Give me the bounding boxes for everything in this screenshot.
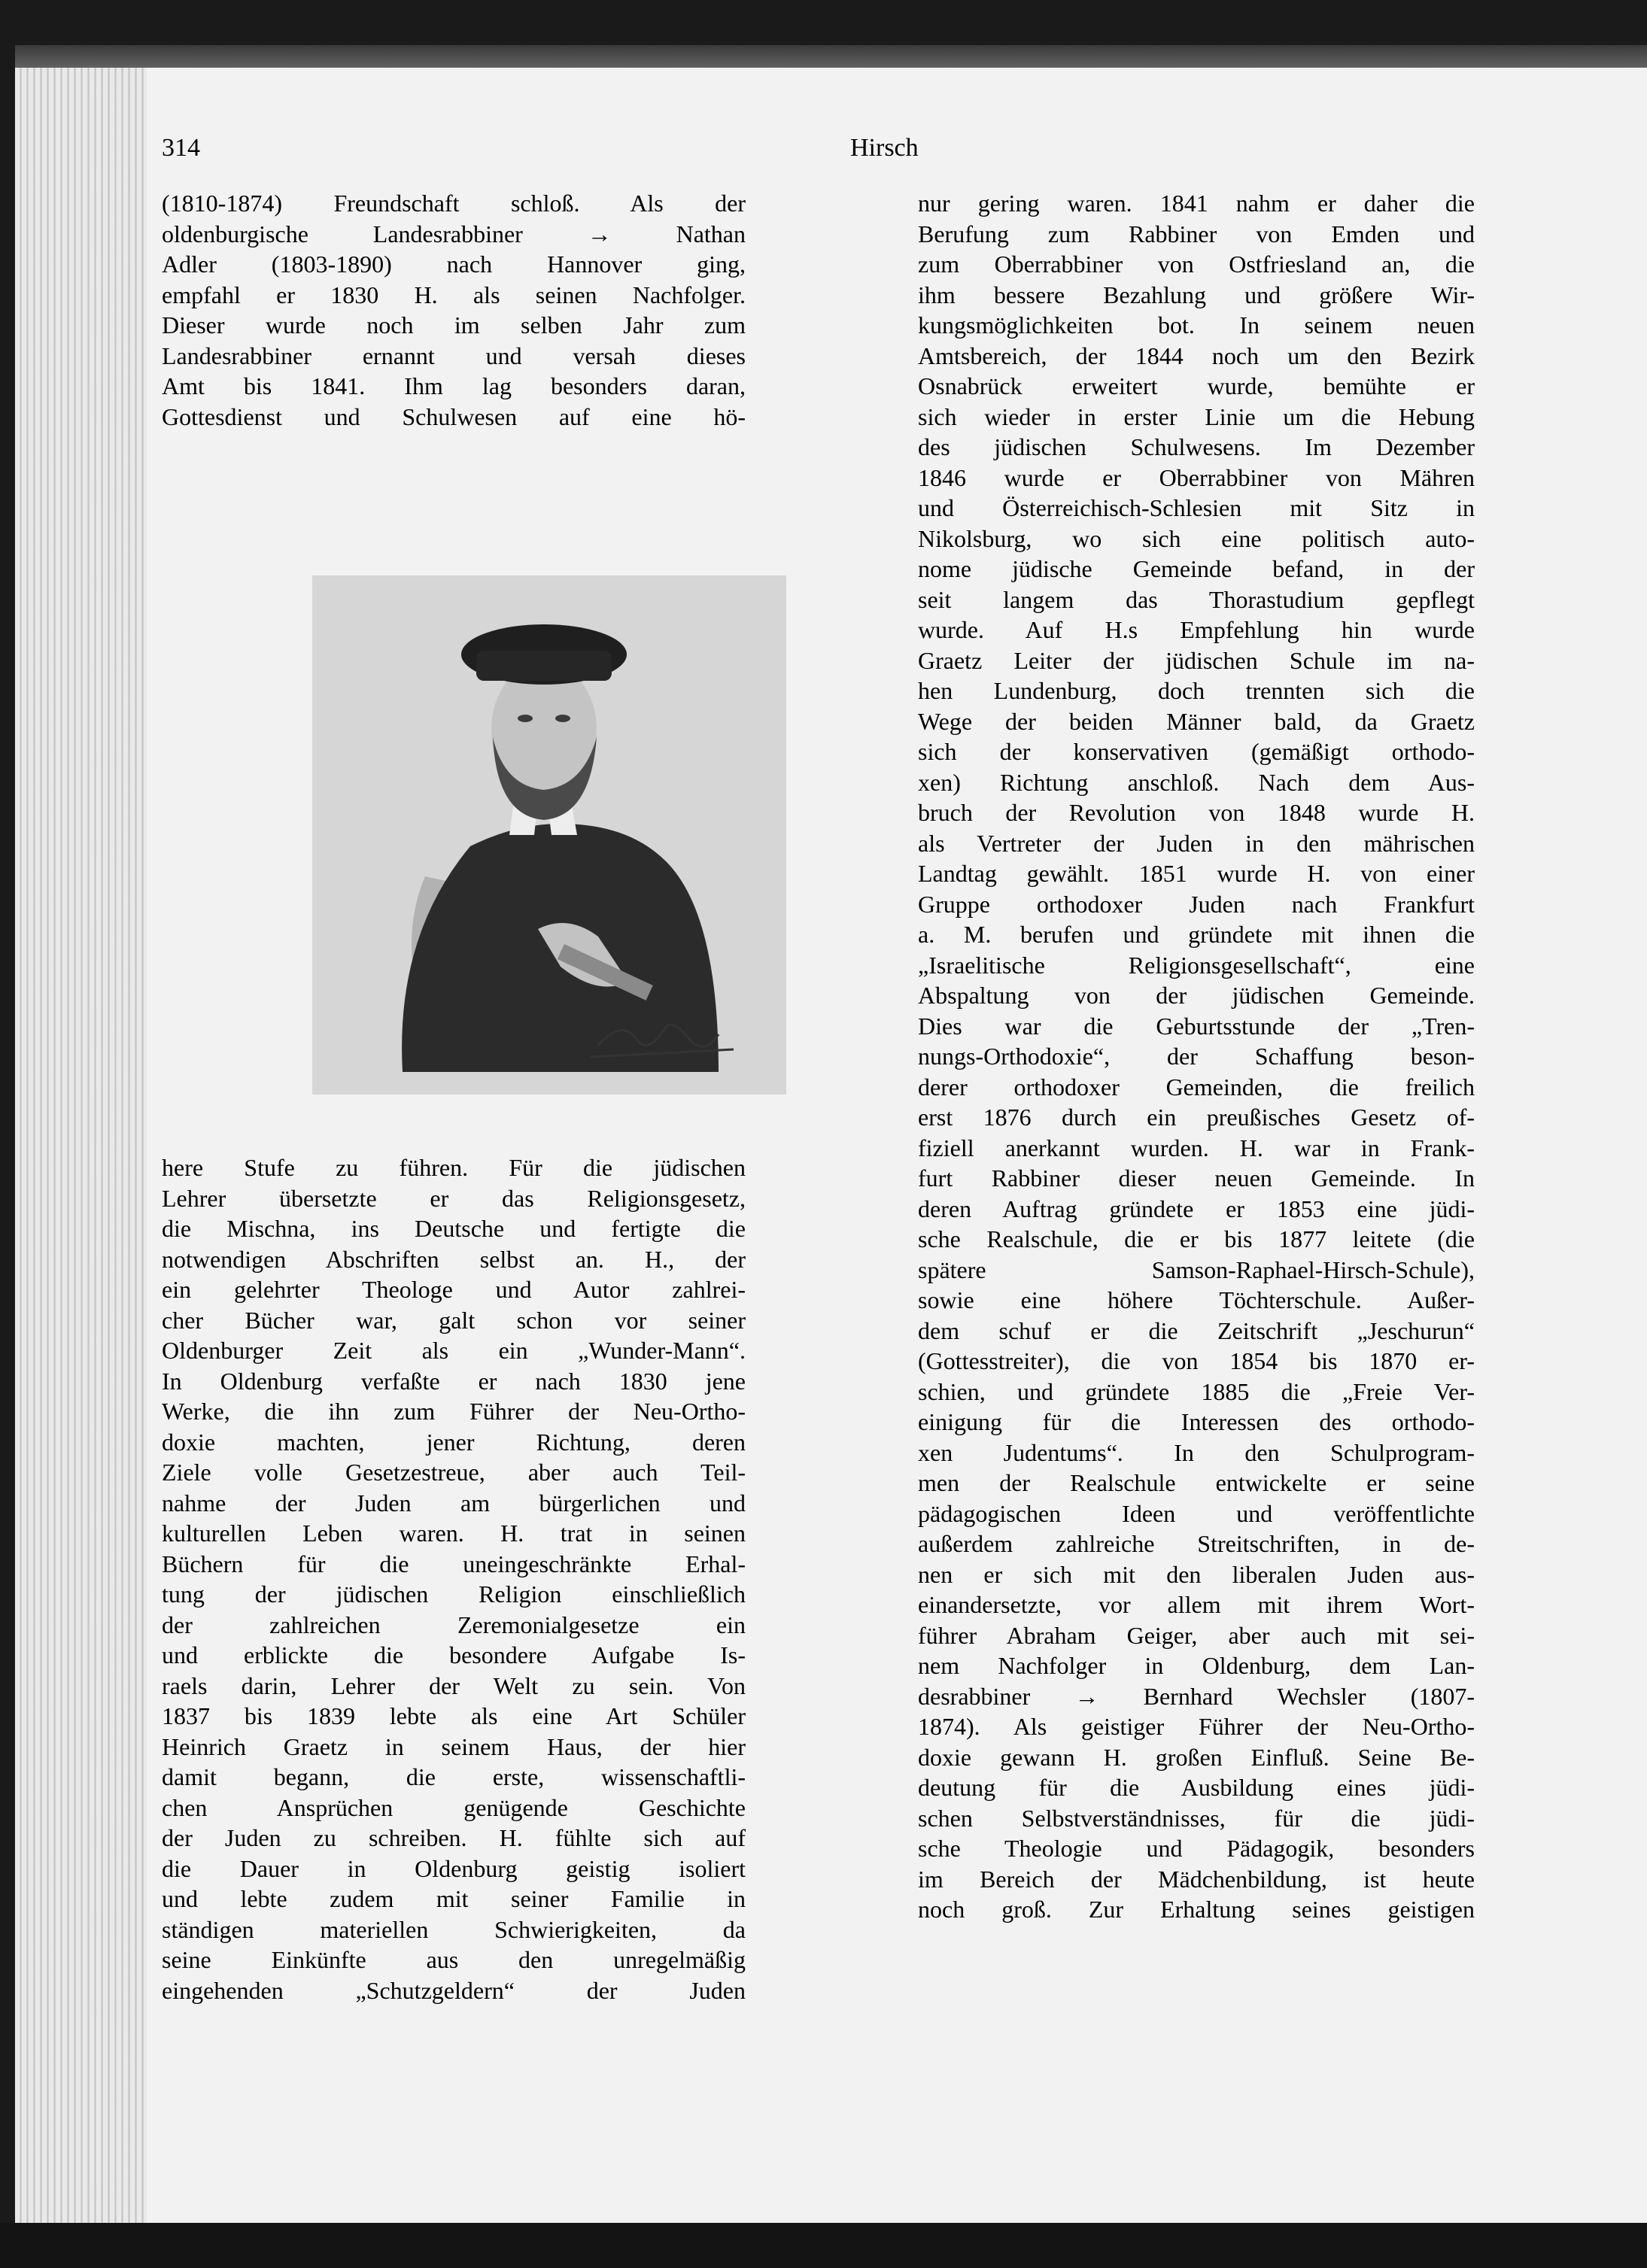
text-line: empfahl er 1830 H. als seinen Nachfolger. — [162, 281, 746, 308]
text-line: spätere Samson-Raphael-Hirsch-Schule), — [918, 1255, 1475, 1283]
text-line: Gottesdienst und Schulwesen auf eine hö- — [162, 402, 746, 430]
text-line: tung der jüdischen Religion einschließlich — [162, 1580, 746, 1608]
text-line: schen Selbstverständnisses, für die jüdi- — [918, 1804, 1475, 1832]
text-line: wurde. Auf H.s Empfehlung hin wurde — [918, 616, 1475, 643]
text-line: men der Realschule entwickelte er seine — [918, 1469, 1475, 1496]
text-line: des jüdischen Schulwesens. Im Dezember — [918, 433, 1475, 460]
text-line: führer Abraham Geiger, aber auch mit sei- — [918, 1621, 1475, 1649]
text-line: als Vertreter der Juden in den mährischen — [918, 829, 1475, 857]
text-line: Büchern für die uneingeschränkte Erhal- — [162, 1550, 746, 1577]
text-line: xen) Richtung anschloß. Nach dem Aus- — [918, 768, 1475, 796]
text-line: und Österreichisch-Schlesien mit Sitz in — [918, 494, 1475, 521]
text-line: nur gering waren. 1841 nahm er daher die — [918, 190, 1475, 217]
text-line: ständigen materiellen Schwierigkeiten, da — [162, 1915, 746, 1943]
text-line: pädagogischen Ideen und veröffentlichte — [918, 1499, 1475, 1527]
text-line: raels darin, Lehrer der Welt zu sein. Von — [162, 1671, 746, 1699]
text-line: der Juden zu schreiben. H. fühlte sich auf — [162, 1824, 746, 1851]
text-line: einandersetzte, vor allem mit ihrem Wort- — [918, 1591, 1475, 1618]
text-line: Landesrabbiner ernannt und versah dieses — [162, 342, 746, 369]
running-head: Hirsch — [850, 134, 919, 162]
right-column — [918, 188, 1475, 1925]
text-line: nome jüdische Gemeinde befand, in der — [918, 555, 1475, 582]
text-line: Heinrich Graetz in seinem Haus, der hier — [162, 1732, 746, 1760]
text-line: Wege der beiden Männer bald, da Graetz — [918, 707, 1475, 735]
text-line: Osnabrück erweitert wurde, bemühte er — [918, 372, 1475, 399]
text-line: nen er sich mit den liberalen Juden aus- — [918, 1560, 1475, 1588]
text-line: Nikolsburg, wo sich eine politisch auto- — [918, 524, 1475, 552]
text-line: 1874). Als geistiger Führer der Neu-Ortho- — [918, 1713, 1475, 1740]
text-line: Ziele volle Gesetzestreue, aber auch Teil- — [162, 1459, 746, 1486]
text-line: Dies war die Geburtsstunde der „Tren- — [918, 1012, 1475, 1040]
text-line: ihm bessere Bezahlung und größere Wir- — [918, 281, 1475, 308]
text-line: sich wieder in erster Linie um die Hebung — [918, 402, 1475, 430]
text-line: Landtag gewählt. 1851 wurde H. von einer — [918, 860, 1475, 887]
text-line: nahme der Juden am bürgerlichen und — [162, 1489, 746, 1517]
text-line: sich der konservativen (gemäßigt orthodo- — [918, 738, 1475, 765]
text-line: Amt bis 1841. Ihm lag besonders daran, — [162, 372, 746, 399]
text-line: deutung für die Ausbildung eines jüdi- — [918, 1774, 1475, 1801]
text-line: oldenburgische Landesrabbiner → Nathan — [162, 220, 746, 247]
text-line: außerdem zahlreiche Streitschriften, in de- — [918, 1530, 1475, 1557]
text-line: xen Judentums“. In den Schulprogram- — [918, 1438, 1475, 1466]
text-line: der zahlreichen Zeremonialgesetze ein — [162, 1611, 746, 1638]
text-line: here Stufe zu führen. Für die jüdischen — [162, 1154, 746, 1181]
text-line: eingehenden „Schutzgeldern“ der Juden — [162, 1976, 746, 2004]
text-line: chen Ansprüchen genügende Geschichte — [162, 1793, 746, 1821]
text-line: furt Rabbiner dieser neuen Gemeinde. In — [918, 1164, 1475, 1192]
text-line: kungsmöglichkeiten bot. In seinem neuen — [918, 311, 1475, 339]
text-line: zum Oberrabbiner von Ostfriesland an, die — [918, 250, 1475, 278]
text-line: (1810-1874) Freundschaft schloß. Als der — [162, 190, 746, 217]
text-line: Graetz Leiter der jüdischen Schule im na- — [918, 646, 1475, 674]
left-column-bottom — [162, 1152, 746, 2005]
text-line: doxie machten, jener Richtung, deren — [162, 1428, 746, 1456]
text-line: seit langem das Thorastudium gepflegt — [918, 585, 1475, 613]
text-line: im Bereich der Mädchenbildung, ist heute — [918, 1865, 1475, 1893]
text-line: derer orthodoxer Gemeinden, die freilich — [918, 1073, 1475, 1101]
text-line: sche Theologie und Pädagogik, besonders — [918, 1835, 1475, 1862]
book-bottom-edge — [0, 2223, 1647, 2268]
text-line: hen Lundenburg, doch trennten sich die — [918, 677, 1475, 704]
text-line: die Dauer in Oldenburg geistig isoliert — [162, 1854, 746, 1882]
text-line: cher Bücher war, galt schon vor seiner — [162, 1306, 746, 1334]
text-line: desrabbiner → Bernhard Wechsler (1807- — [918, 1682, 1475, 1710]
text-line: seine Einkünfte aus den unregelmäßig — [162, 1946, 746, 1973]
text-line: Berufung zum Rabbiner von Emden und — [918, 220, 1475, 247]
text-line: schien, und gründete 1885 die „Freie Ver- — [918, 1377, 1475, 1405]
text-line: a. M. berufen und gründete mit ihnen die — [918, 921, 1475, 948]
text-line: sowie eine höhere Töchterschule. Außer- — [918, 1286, 1475, 1313]
page-edges — [15, 68, 150, 2227]
text-line: Lehrer übersetzte er das Religionsgesetz, — [162, 1184, 746, 1212]
text-line: 1846 wurde er Oberrabbiner von Mähren — [918, 463, 1475, 491]
text-line: nungs-Orthodoxie“, der Schaffung beson- — [918, 1043, 1475, 1070]
text-line: 1837 bis 1839 lebte als eine Art Schüler — [162, 1702, 746, 1729]
text-line: fiziell anerkannt wurden. H. war in Frank- — [918, 1134, 1475, 1161]
text-line: deren Auftrag gründete er 1853 eine jüdi- — [918, 1195, 1475, 1222]
text-line: Oldenburger Zeit als ein „Wunder-Mann“. — [162, 1337, 746, 1364]
page-number: 314 — [162, 134, 200, 162]
text-line: die Mischna, ins Deutsche und fertigte die — [162, 1215, 746, 1242]
text-line: nem Nachfolger in Oldenburg, dem Lan- — [918, 1652, 1475, 1679]
text-line: Abspaltung von der jüdischen Gemeinde. — [918, 982, 1475, 1009]
text-line: dem schuf er die Zeitschrift „Jeschurun“ — [918, 1316, 1475, 1344]
text-line: erst 1876 durch ein preußisches Gesetz of- — [918, 1104, 1475, 1131]
text-line: einigung für die Interessen des orthodo- — [918, 1408, 1475, 1435]
text-line: noch groß. Zur Erhaltung seines geistigen — [918, 1896, 1475, 1923]
text-line: bruch der Revolution von 1848 wurde H. — [918, 799, 1475, 826]
left-column-top — [162, 188, 746, 432]
text-line: (Gottesstreiter), die von 1854 bis 1870 er- — [918, 1347, 1475, 1374]
text-line: „Israelitische Religionsgesellschaft“, eine — [918, 951, 1475, 979]
portrait-engraving-icon — [312, 575, 786, 1095]
text-line: und erblickte die besondere Aufgabe Is- — [162, 1641, 746, 1668]
text-line: In Oldenburg verfaßte er nach 1830 jene — [162, 1367, 746, 1395]
text-line: Dieser wurde noch im selben Jahr zum — [162, 311, 746, 339]
text-line: Amtsbereich, der 1844 noch um den Bezirk — [918, 342, 1475, 369]
text-line: ein gelehrter Theologe und Autor zahlrei- — [162, 1276, 746, 1303]
text-line: kulturellen Leben waren. H. trat in seinen — [162, 1520, 746, 1547]
text-line: damit begann, die erste, wissenschaftli- — [162, 1763, 746, 1790]
text-line: Adler (1803-1890) nach Hannover ging, — [162, 250, 746, 278]
text-line: notwendigen Abschriften selbst an. H., der — [162, 1245, 746, 1273]
text-line: und lebte zudem mit seiner Familie in — [162, 1885, 746, 1912]
text-line: doxie gewann H. großen Einfluß. Seine Be- — [918, 1743, 1475, 1771]
portrait-image — [312, 575, 786, 1095]
text-line: Werke, die ihn zum Führer der Neu-Ortho- — [162, 1398, 746, 1425]
text-line: sche Realschule, die er bis 1877 leitete (die — [918, 1225, 1475, 1252]
page-header — [162, 134, 933, 179]
text-line: Gruppe orthodoxer Juden nach Frankfurt — [918, 890, 1475, 918]
